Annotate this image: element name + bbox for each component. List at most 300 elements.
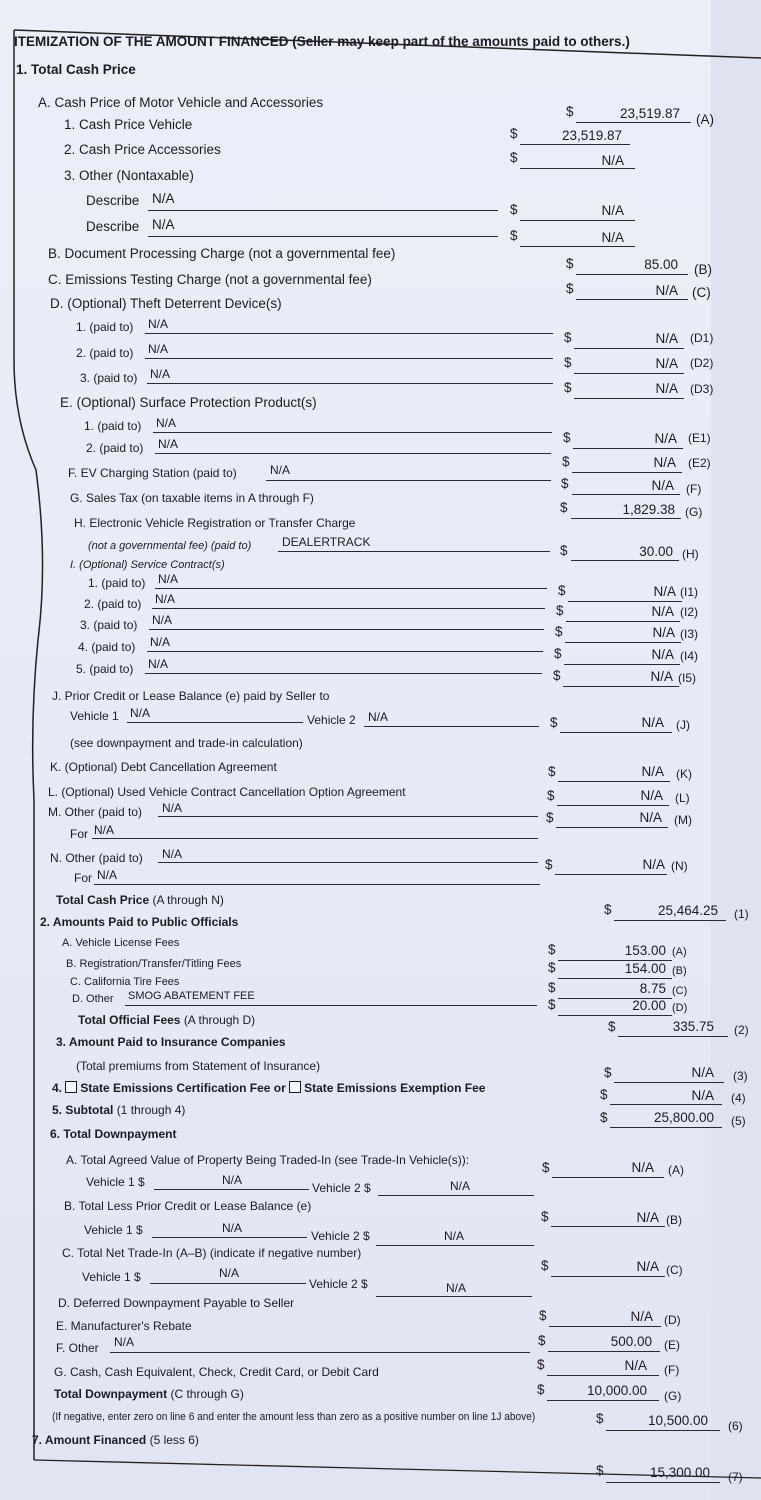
- paid-to-value: N/A: [150, 367, 171, 381]
- line6c-vehicle2-value: N/A: [446, 1281, 467, 1295]
- amount-line: [571, 560, 679, 561]
- emissions-certification-checkbox[interactable]: [65, 1081, 77, 1093]
- dollar-sign: $: [562, 454, 570, 469]
- amount-line: [606, 1482, 720, 1483]
- dollar-sign: $: [555, 624, 563, 639]
- item-amount: N/A: [650, 669, 673, 684]
- line1l-code: (L): [675, 791, 690, 805]
- line1j-code: (J): [676, 718, 690, 732]
- line1b-label: B. Document Processing Charge (not a governmental fee): [48, 246, 396, 261]
- total-cash-price-code: (1): [734, 907, 749, 921]
- line6b-code: (B): [666, 1213, 682, 1227]
- downpayment-footnote: (If negative, enter zero on line 6 and enter the amount less than zero as a positive number on line 1J above): [52, 1411, 536, 1423]
- fill-line: [145, 673, 542, 674]
- line4-label: [52, 1080, 485, 1096]
- line6a-code: (A): [668, 1163, 684, 1177]
- vehicle2-label: Vehicle 2 $: [311, 1229, 370, 1243]
- total-cash-price-note: (A through N): [152, 893, 224, 907]
- item-code: (B): [672, 965, 687, 977]
- dollar-sign: $: [600, 1087, 608, 1102]
- line4-option-a: State Emissions Certification Fee or: [80, 1081, 286, 1095]
- line6a-vehicle1-value: N/A: [222, 1173, 243, 1187]
- dollar-sign: $: [541, 1209, 549, 1224]
- amount-line: [618, 1036, 728, 1037]
- line1h-label: H. Electronic Vehicle Registration or Transfer Charge: [74, 516, 356, 530]
- dollar-sign: $: [596, 1411, 604, 1426]
- line1d-label: D. (Optional) Theft Deterrent Device(s): [50, 296, 282, 311]
- item-amount: N/A: [655, 331, 678, 346]
- line6f-value: N/A: [114, 1335, 135, 1349]
- dollar-sign: $: [548, 960, 556, 975]
- line1m-code: (M): [674, 813, 692, 827]
- line6e-amount: 500.00: [610, 1334, 652, 1349]
- amount-line: [576, 299, 688, 300]
- dollar-sign: $: [541, 1258, 549, 1273]
- line1h-amount: 30.00: [639, 544, 673, 559]
- line1a2-label: 2. Cash Price Accessories: [64, 142, 221, 157]
- fill-line: [148, 210, 498, 211]
- amount-line: [551, 1276, 665, 1277]
- fill-line: [145, 333, 553, 334]
- paid-to-label: 2. (paid to): [84, 597, 142, 611]
- amount-line: [614, 1082, 724, 1083]
- total-downpayment-amount: 10,500.00: [647, 1413, 708, 1428]
- fill-line: [147, 651, 543, 652]
- paid-to-value: N/A: [148, 342, 169, 356]
- dollar-sign: $: [561, 476, 569, 491]
- dollar-sign: $: [566, 281, 574, 296]
- paid-to-value: N/A: [148, 317, 169, 331]
- item-code: (D): [672, 1002, 688, 1014]
- amount-line: [563, 686, 679, 687]
- item-amount: 154.00: [624, 961, 666, 976]
- paid-to-label: B. Registration/Transfer/Titling Fees: [66, 958, 242, 970]
- amount-line: [557, 805, 669, 806]
- line6e-label: E. Manufacturer's Rebate: [56, 1319, 192, 1333]
- line1h-code: (H): [682, 547, 699, 561]
- amount-line: [560, 732, 672, 733]
- fill-line: [152, 608, 545, 609]
- line1b-code: (B): [694, 262, 712, 277]
- amount-line: [549, 1326, 661, 1327]
- line1k-amount: N/A: [641, 764, 664, 779]
- line4-number: 4.: [52, 1081, 63, 1095]
- line6f-amount: N/A: [624, 1358, 647, 1373]
- item-code: (I1): [680, 585, 698, 599]
- item-code: (I2): [680, 605, 698, 619]
- amount-line: [614, 920, 726, 921]
- line1j-vehicle2-value: N/A: [368, 710, 389, 724]
- amount-line: [556, 827, 668, 828]
- fill-line: [152, 1237, 307, 1238]
- line1g-code: (G): [685, 505, 703, 519]
- paid-to-label: C. California Tire Fees: [70, 976, 180, 988]
- amount-financed-amount: 15,300.00: [649, 1465, 710, 1480]
- dollar-sign: $: [604, 902, 612, 917]
- total-official-fees-note: (A through D): [183, 1013, 256, 1027]
- item-code: (C): [672, 985, 688, 997]
- amount-line: [547, 1400, 659, 1401]
- line1a2-amount: N/A: [601, 153, 624, 168]
- line1m-value: N/A: [162, 801, 183, 815]
- item-code: (D1): [690, 331, 714, 345]
- fill-line: [376, 1296, 532, 1297]
- amount-line: [573, 448, 683, 449]
- fill-line: [378, 1195, 534, 1196]
- line6f-code: (F): [664, 1363, 680, 1377]
- line1i-label: I. (Optional) Service Contract(s): [70, 559, 225, 571]
- line1-label: 1. Total Cash Price: [16, 62, 136, 77]
- amount-line: [571, 518, 681, 519]
- paid-to-label: 5. (paid to): [76, 662, 134, 676]
- line1k-label: K. (Optional) Debt Cancellation Agreement: [50, 760, 277, 774]
- line1k-code: (K): [676, 767, 692, 781]
- line2-label: 2. Amounts Paid to Public Officials: [40, 915, 239, 929]
- fill-line: [127, 722, 303, 723]
- section-heading: [14, 34, 630, 50]
- paid-to-value: N/A: [152, 613, 173, 627]
- amount-line: [565, 642, 681, 643]
- line6b-amount: N/A: [636, 1210, 659, 1225]
- dollar-sign: $: [510, 150, 518, 165]
- dollar-sign: $: [548, 764, 556, 779]
- total-official-fees-title: Total Official Fees: [78, 1013, 181, 1027]
- amount-line: [606, 1430, 720, 1431]
- dollar-sign: $: [596, 1463, 604, 1478]
- line1j-vehicle2-label: Vehicle 2: [307, 713, 356, 727]
- paid-to-label: A. Vehicle License Fees: [62, 937, 180, 949]
- line6b-label: B. Total Less Prior Credit or Lease Balance (e): [64, 1199, 312, 1213]
- fill-line: [155, 588, 547, 589]
- subtotal-label: [52, 1102, 185, 1118]
- line1b-amount: 85.00: [644, 257, 678, 272]
- line6d-label: D. Deferred Downpayment Payable to Seller: [58, 1296, 295, 1310]
- item-amount: N/A: [653, 584, 676, 599]
- item-amount: 153.00: [624, 943, 666, 958]
- dollar-sign: $: [560, 543, 568, 558]
- line1a-amount: 23,519.87: [619, 106, 680, 121]
- amount-line: [576, 122, 691, 123]
- vehicle1-label: Vehicle 1 $: [86, 1175, 145, 1189]
- item-amount: N/A: [652, 625, 675, 640]
- heading-note: (Seller may keep part of the amounts paid to others.): [292, 34, 630, 49]
- line1g-label: G. Sales Tax (on taxable items in A through F): [70, 491, 314, 505]
- paid-to-value: SMOG ABATEMENT FEE: [128, 990, 255, 1002]
- dollar-sign: $: [537, 1357, 545, 1372]
- total-cash-price-title: Total Cash Price: [56, 893, 150, 907]
- amount-line: [576, 274, 688, 275]
- dollar-sign: $: [547, 788, 555, 803]
- line4-amount: N/A: [691, 1088, 714, 1103]
- paid-to-label: 4. (paid to): [78, 640, 136, 654]
- fill-line: [364, 726, 539, 727]
- dollar-sign: $: [548, 942, 556, 957]
- line1c-label: C. Emissions Testing Charge (not a governmental fee): [48, 272, 372, 287]
- amount-line: [572, 472, 682, 473]
- amount-line: [547, 1375, 659, 1376]
- amount-line: [610, 1127, 722, 1128]
- total-downpayment-label: [54, 1386, 244, 1402]
- total-downpayment-note: (C through G): [170, 1387, 244, 1401]
- amount-line: [572, 494, 680, 495]
- describe-value: N/A: [152, 191, 175, 206]
- item-amount: N/A: [651, 647, 674, 662]
- amount-line: [551, 1226, 665, 1227]
- line1n-amount: N/A: [642, 857, 665, 872]
- dollar-sign: $: [510, 202, 518, 217]
- fill-line: [149, 629, 544, 630]
- amount-line: [558, 1015, 672, 1016]
- amount-line: [555, 874, 667, 875]
- total-cash-price-amount: 25,464.25: [657, 903, 718, 918]
- item-amount: N/A: [655, 381, 678, 396]
- line6a-amount: N/A: [631, 1160, 654, 1175]
- paid-to-label: 1. (paid to): [76, 320, 134, 334]
- amount-financed-code: (7): [728, 1470, 743, 1484]
- fill-line: [94, 884, 540, 885]
- fill-line: [145, 358, 553, 359]
- paid-to-label: 3. (paid to): [80, 371, 138, 385]
- dollar-sign: $: [600, 1110, 608, 1125]
- line1m-amount: N/A: [639, 810, 662, 825]
- line6c-amount: N/A: [636, 1259, 659, 1274]
- amount-line: [520, 220, 635, 221]
- fill-line: [125, 1005, 537, 1006]
- vehicle2-label: Vehicle 2 $: [312, 1181, 371, 1195]
- item-code: (I5): [678, 671, 696, 685]
- heading-title: ITEMIZATION OF THE AMOUNT FINANCED: [14, 34, 289, 49]
- item-amount: 8.75: [639, 981, 666, 996]
- item-code: (I4): [680, 649, 698, 663]
- line1a-code: (A): [696, 112, 714, 127]
- dollar-sign: $: [548, 980, 556, 995]
- line6d-code: (D): [664, 1313, 681, 1327]
- amount-line: [574, 373, 684, 374]
- line6g-amount: 10,000.00: [586, 1383, 647, 1398]
- total-official-fees-amount: 335.75: [672, 1019, 714, 1034]
- paid-to-value: N/A: [158, 572, 179, 586]
- paid-to-label: 1. (paid to): [84, 419, 142, 433]
- dollar-sign: $: [510, 126, 518, 141]
- line4-option-b: State Emissions Exemption Fee: [304, 1081, 486, 1095]
- amount-line: [520, 144, 630, 145]
- for-label: For: [70, 827, 88, 841]
- line1n-value: N/A: [162, 847, 183, 861]
- fill-line: [266, 480, 551, 481]
- total-downpayment-code: (6): [728, 1419, 743, 1433]
- dollar-sign: $: [604, 1065, 612, 1080]
- fill-line: [155, 453, 551, 454]
- paid-to-value: N/A: [148, 657, 169, 671]
- fill-line: [376, 1245, 534, 1246]
- paid-to-value: N/A: [158, 437, 179, 451]
- for-label: For: [74, 871, 92, 885]
- item-amount: N/A: [653, 455, 676, 470]
- item-code: (I3): [680, 627, 698, 641]
- line1j-amount: N/A: [641, 715, 664, 730]
- line1e-label: E. (Optional) Surface Protection Product(s): [60, 395, 317, 410]
- amount-line: [574, 398, 684, 399]
- amount-financed-title: 7. Amount Financed: [32, 1433, 147, 1447]
- fill-line: [153, 432, 552, 433]
- subtotal-amount: 25,800.00: [653, 1110, 714, 1125]
- line1j-vehicle1-label: Vehicle 1: [70, 709, 119, 723]
- describe-value: N/A: [152, 217, 175, 232]
- emissions-exemption-checkbox[interactable]: [289, 1081, 301, 1093]
- dollar-sign: $: [537, 1382, 545, 1397]
- fill-line: [278, 551, 550, 552]
- dollar-sign: $: [560, 500, 568, 515]
- line6g-label: G. Cash, Cash Equivalent, Check, Credit Card, or Debit Card: [54, 1365, 379, 1379]
- amount-financed-note: (5 less 6): [149, 1433, 199, 1447]
- line6d-amount: N/A: [630, 1309, 653, 1324]
- fill-line: [158, 816, 538, 817]
- fill-line: [148, 236, 498, 237]
- amount-line: [548, 1351, 660, 1352]
- paid-to-label: 2. (paid to): [76, 346, 134, 360]
- subtotal-title: 5. Subtotal: [52, 1103, 114, 1117]
- fill-line: [154, 1189, 309, 1190]
- line1h-value: DEALERTRACK: [282, 535, 371, 549]
- amount-line: [568, 601, 682, 602]
- line1n-label: N. Other (paid to): [50, 851, 143, 865]
- paid-to-value: N/A: [155, 592, 176, 606]
- vehicle2-label: Vehicle 2 $: [309, 1277, 368, 1291]
- amount-line: [558, 781, 670, 782]
- line3-label: 3. Amount Paid to Insurance Companies: [56, 1035, 286, 1049]
- line1l-label: L. (Optional) Used Vehicle Contract Cancellation Option Agreement: [48, 785, 406, 799]
- paid-to-label: 1. (paid to): [88, 576, 146, 590]
- line1g-amount: 1,829.38: [622, 502, 675, 517]
- item-amount: N/A: [654, 431, 677, 446]
- line6a-label: A. Total Agreed Value of Property Being Traded-In (see Trade-In Vehicle(s)):: [66, 1153, 470, 1167]
- line6-label: 6. Total Downpayment: [50, 1127, 177, 1141]
- line1j-vehicle1-value: N/A: [130, 706, 151, 720]
- dollar-sign: $: [545, 857, 553, 872]
- subtotal-code: (5): [731, 1114, 746, 1128]
- vehicle1-label: Vehicle 1 $: [84, 1223, 143, 1237]
- dollar-sign: $: [553, 668, 561, 683]
- line1n-for-value: N/A: [97, 868, 118, 882]
- line1a3-label: 3. Other (Nontaxable): [64, 168, 194, 183]
- fill-line: [92, 838, 538, 839]
- dollar-sign: $: [556, 603, 564, 618]
- dollar-sign: $: [564, 380, 572, 395]
- amount-line: [610, 1104, 722, 1105]
- dollar-sign: $: [550, 715, 558, 730]
- dollar-sign: $: [564, 330, 572, 345]
- fill-line: [110, 1352, 530, 1353]
- dollar-sign: $: [510, 228, 518, 243]
- fill-line: [147, 383, 553, 384]
- describe-label: Describe: [86, 219, 140, 234]
- line1l-amount: N/A: [640, 788, 663, 803]
- line1c-amount: N/A: [655, 283, 678, 298]
- line1c-code: (C): [692, 285, 711, 300]
- dollar-sign: $: [564, 355, 572, 370]
- item-code: (E2): [688, 456, 711, 470]
- amount-line: [552, 1177, 664, 1178]
- line1f-amount: N/A: [651, 478, 674, 493]
- item-amount: N/A: [651, 604, 674, 619]
- describe2-amount: N/A: [601, 230, 624, 245]
- dollar-sign: $: [566, 256, 574, 271]
- line6g-code: (G): [664, 1389, 682, 1403]
- total-downpayment-title: Total Downpayment: [54, 1387, 168, 1401]
- line1j-note: (see downpayment and trade-in calculation): [70, 736, 303, 750]
- line6f-label: F. Other: [56, 1341, 99, 1355]
- line1a1-label: 1. Cash Price Vehicle: [64, 117, 193, 132]
- amount-line: [520, 246, 635, 247]
- line6c-code: (C): [666, 1263, 683, 1277]
- paid-to-label: D. Other: [72, 993, 114, 1005]
- amount-line: [558, 978, 672, 979]
- line6c-vehicle1-value: N/A: [219, 1266, 240, 1280]
- background-page-edge: [711, 0, 761, 1500]
- dollar-sign: $: [542, 1160, 550, 1175]
- amount-line: [574, 348, 684, 349]
- amount-line: [564, 664, 680, 665]
- line1j-label: J. Prior Credit or Lease Balance (e) paid by Seller to: [52, 689, 330, 703]
- dollar-sign: $: [566, 104, 574, 119]
- dollar-sign: $: [546, 810, 554, 825]
- line3-amount: N/A: [691, 1065, 714, 1080]
- paid-to-value: N/A: [150, 635, 171, 649]
- fill-line: [150, 1283, 306, 1284]
- item-code: (D3): [690, 382, 714, 396]
- amount-financed-label: [32, 1432, 199, 1448]
- item-code: (A): [672, 946, 687, 958]
- line3-note: (Total premiums from Statement of Insurance): [76, 1059, 321, 1073]
- paid-to-value: N/A: [156, 416, 177, 430]
- dollar-sign: $: [563, 430, 571, 445]
- line1h-label2: (not a governmental fee) (paid to): [88, 540, 252, 552]
- describe-label: Describe: [86, 193, 140, 208]
- line1m-for-value: N/A: [94, 823, 115, 837]
- line1a1-amount: 23,519.87: [561, 128, 622, 143]
- line6b-vehicle2-value: N/A: [444, 1229, 465, 1243]
- line1n-code: (N): [671, 859, 688, 873]
- line6a-vehicle2-value: N/A: [450, 1179, 471, 1193]
- dollar-sign: $: [538, 1333, 546, 1348]
- line6b-vehicle1-value: N/A: [222, 1221, 243, 1235]
- amount-line: [566, 621, 680, 622]
- subtotal-note: (1 through 4): [116, 1103, 186, 1117]
- describe1-amount: N/A: [601, 203, 624, 218]
- line1m-label: M. Other (paid to): [48, 805, 143, 819]
- total-official-fees-code: (2): [734, 1023, 749, 1037]
- line6c-label: C. Total Net Trade-In (A–B) (indicate if negative number): [62, 1246, 362, 1260]
- line1a-label: A. Cash Price of Motor Vehicle and Accessories: [38, 95, 324, 110]
- line1f-label: F. EV Charging Station (paid to): [68, 466, 237, 480]
- paid-to-label: 2. (paid to): [86, 441, 144, 455]
- dollar-sign: $: [548, 997, 556, 1012]
- dollar-sign: $: [554, 646, 562, 661]
- paid-to-label: 3. (paid to): [80, 618, 138, 632]
- dollar-sign: $: [558, 583, 566, 598]
- line6e-code: (E): [664, 1338, 680, 1352]
- line1f-value: N/A: [270, 463, 291, 477]
- total-cash-price-label: [56, 892, 224, 908]
- dollar-sign: $: [608, 1019, 616, 1034]
- fill-line: [158, 862, 538, 863]
- line3-code: (3): [733, 1069, 748, 1083]
- vehicle1-label: Vehicle 1 $: [82, 1270, 141, 1284]
- total-official-fees-label: [78, 1012, 255, 1028]
- item-amount: N/A: [655, 356, 678, 371]
- line1f-code: (F): [686, 482, 702, 496]
- dollar-sign: $: [539, 1308, 547, 1323]
